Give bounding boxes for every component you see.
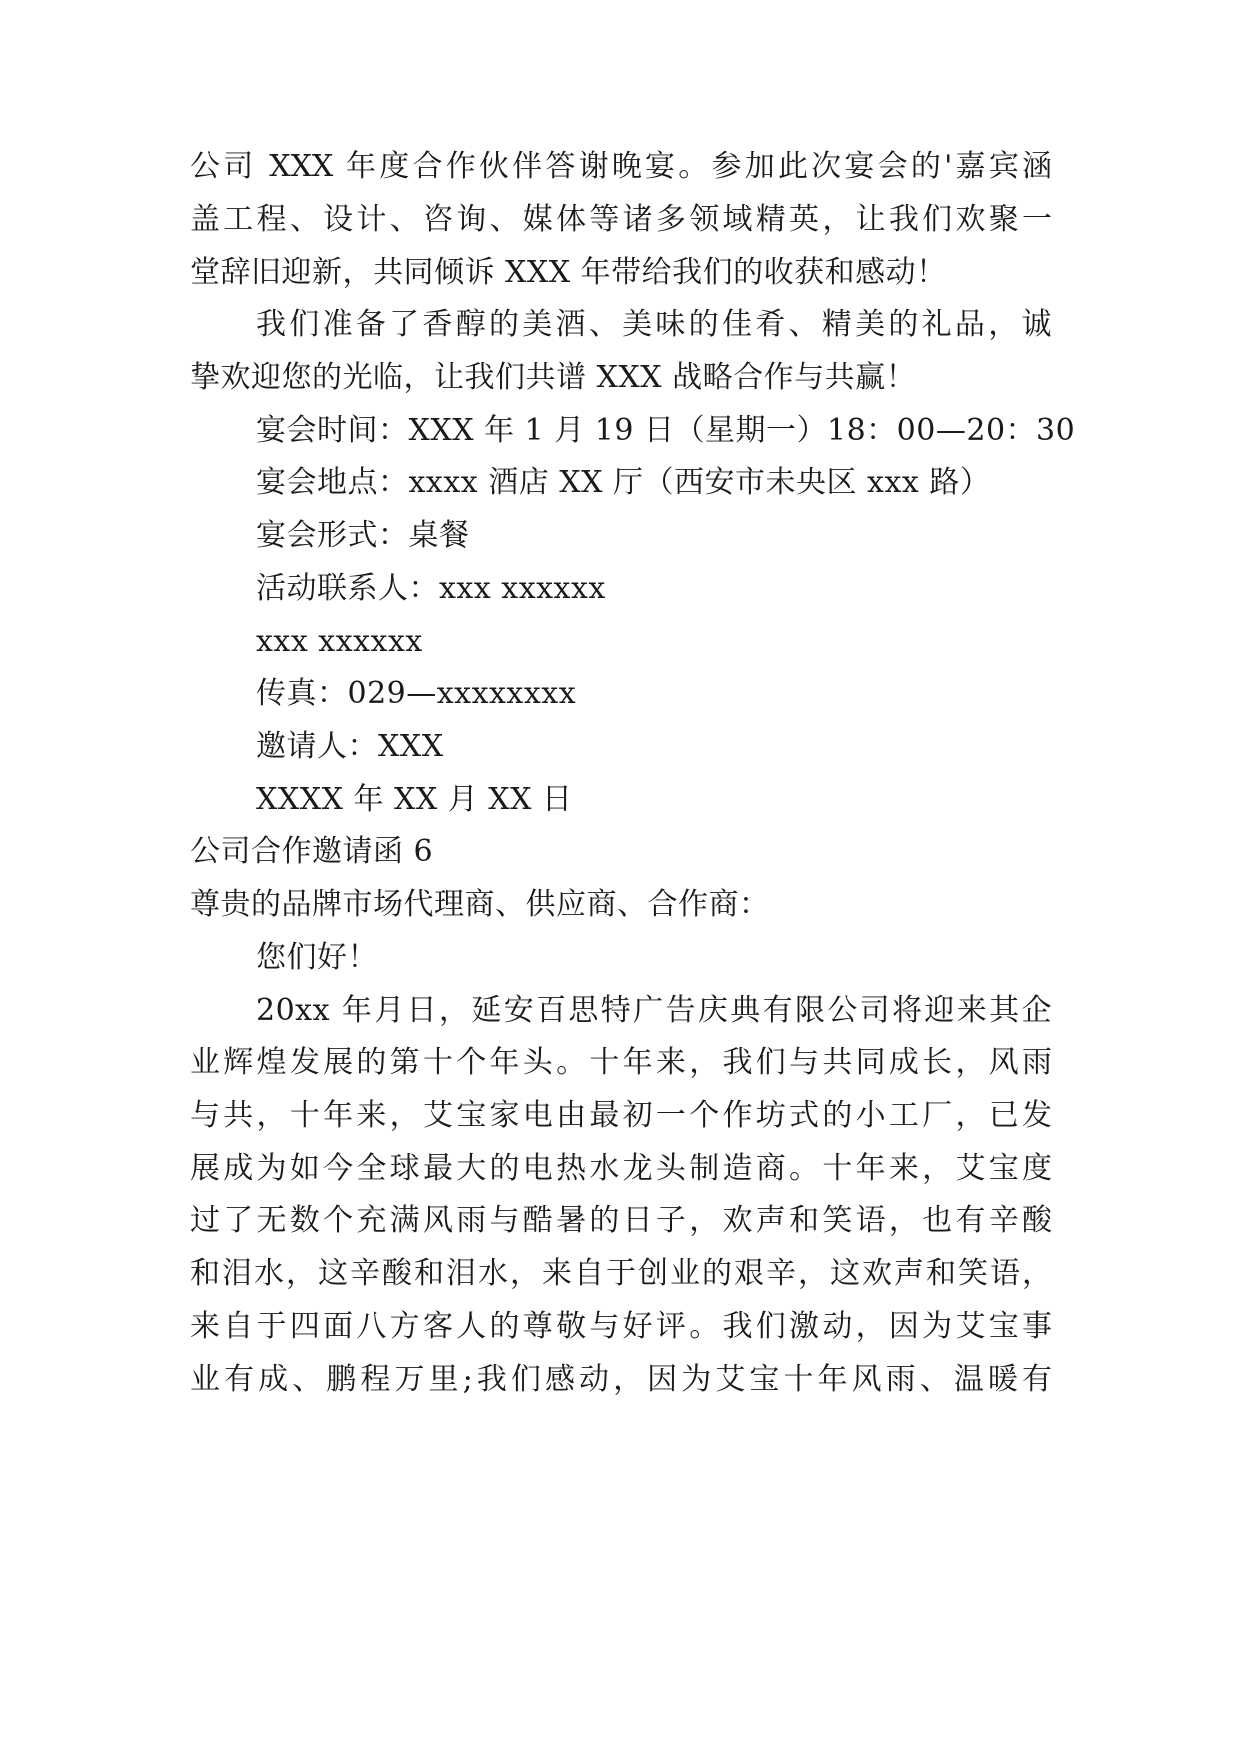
- body-line: 与共，十年来，艾宝家电由最初一个作坊式的小工厂，已发: [190, 1098, 1052, 1133]
- paragraph-line: 公司 XXX 年度合作伙伴答谢晚宴。参加此次宴会的'嘉宾涵: [190, 149, 1052, 184]
- body-line: 和泪水，这辛酸和泪水，来自于创业的艰辛，这欢声和笑语，: [190, 1256, 1052, 1291]
- paragraph-line: 我们准备了香醇的美酒、美味的佳肴、精美的礼品，诚: [256, 307, 1052, 342]
- banquet-location: 宴会地点：xxxx 酒店 XX 厅（西安市未央区 xxx 路）: [256, 465, 991, 500]
- body-line: 展成为如今全球最大的电热水龙头制造商。十年来，艾宝度: [190, 1151, 1052, 1186]
- banquet-time: 宴会时间：XXX 年 1 月 19 日（星期一）18：00—20：30: [256, 413, 1076, 448]
- body-line: 20xx 年月日，延安百思特广告庆典有限公司将迎来其企: [256, 993, 1052, 1028]
- contact-person: 活动联系人：xxx xxxxxx: [256, 571, 606, 606]
- paragraph-line: 盖工程、设计、咨询、媒体等诸多领域精英，让我们欢聚一: [190, 202, 1052, 237]
- date-line: XXXX 年 XX 月 XX 日: [256, 782, 573, 817]
- body-line: 过了无数个充满风雨与酷暑的日子，欢声和笑语，也有辛酸: [190, 1203, 1052, 1238]
- section-title: 公司合作邀请函 6: [190, 834, 434, 869]
- contact-person-2: xxx xxxxxx: [256, 624, 423, 659]
- body-line: 业有成、鹏程万里;我们感动，因为艾宝十年风雨、温暖有: [190, 1362, 1052, 1397]
- paragraph-line: 挚欢迎您的光临，让我们共谱 XXX 战略合作与共赢！: [190, 360, 917, 395]
- paragraph-line: 堂辞旧迎新，共同倾诉 XXX 年带给我们的收获和感动！: [190, 255, 947, 290]
- greeting: 您们好！: [256, 940, 378, 975]
- body-line: 来自于四面八方客人的尊敬与好评。我们激动，因为艾宝事: [190, 1309, 1052, 1344]
- body-line: 业辉煌发展的第十个年头。十年来，我们与共同成长，风雨: [190, 1045, 1052, 1080]
- inviter: 邀请人：XXX: [256, 729, 444, 764]
- banquet-format: 宴会形式：桌餐: [256, 518, 470, 553]
- fax: 传真：029—xxxxxxxx: [256, 676, 577, 711]
- salutation: 尊贵的品牌市场代理商、供应商、合作商：: [190, 887, 770, 922]
